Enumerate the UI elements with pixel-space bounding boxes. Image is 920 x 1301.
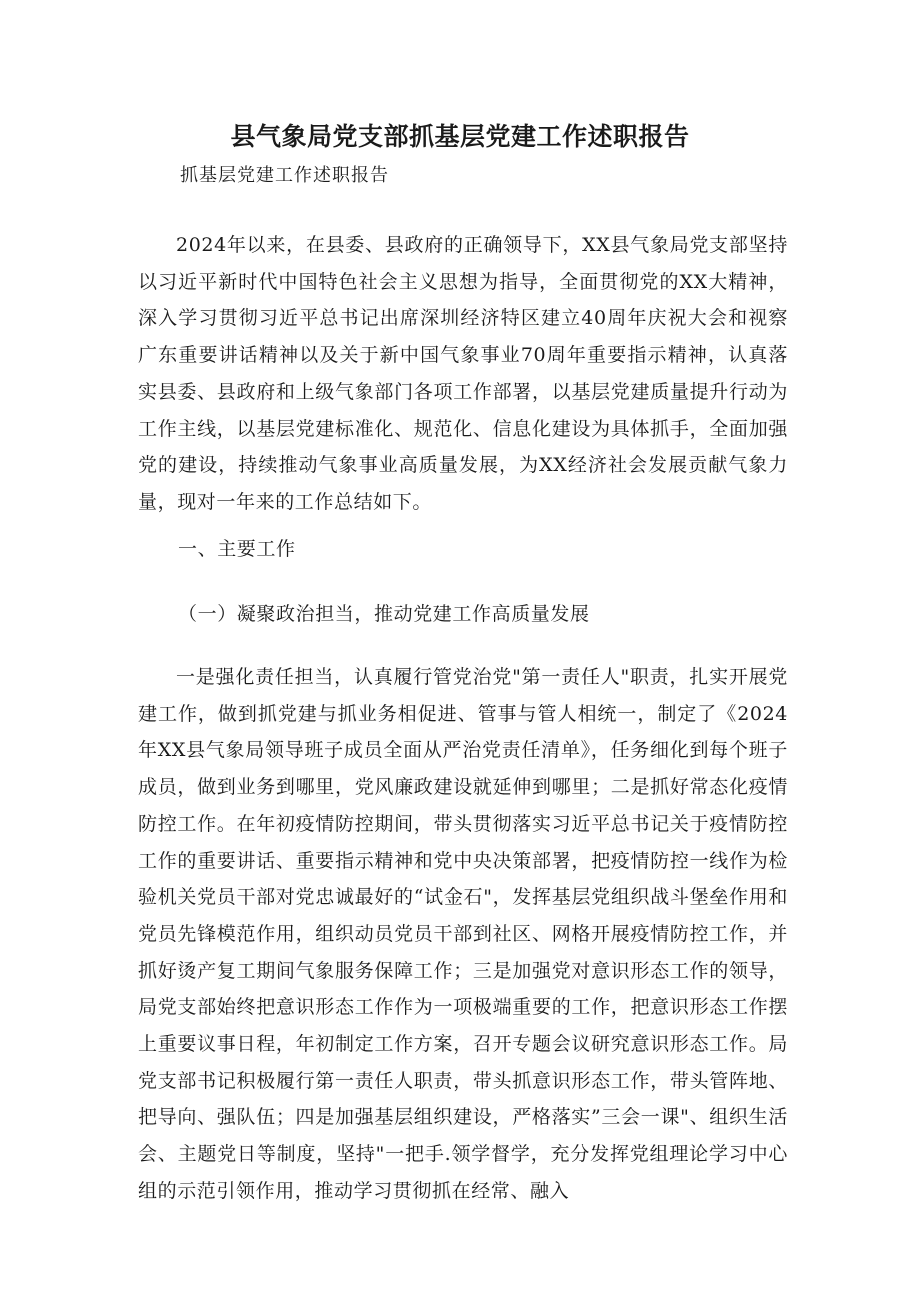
subsection-heading: （一）凝聚政治担当，推动党建工作高质量发展 <box>178 603 590 625</box>
document-title: 县气象局党支部抓基层党建工作述职报告 <box>230 122 690 151</box>
document-subtitle: 抓基层党建工作述职报告 <box>180 165 389 186</box>
intro-paragraph: 2024年以来，在县委、县政府的正确领导下，XX县气象局党支部坚持以习近平新时代中国特色社会主义思想为指导，全面贯彻党的XX大精神，深入学习贯彻习近平总书记出席深圳经济特区建立40周年庆祝大会和视察广东重要讲话精神以及关于新中国气象事业70周年重要指示精神，认真落实县委、县政府和上级气象部门各项工作部署，以基层党建质量提升行动为工作主线，以基层党建标准化、规范化、信息化建设为具体抓手，全面加强党的建设，持续推动气象事业高质量发展，为XX经济社会发展贡献气象力量，现对一年来的工作总结如下。 <box>138 234 788 513</box>
section-heading: 一、主要工作 <box>178 538 296 560</box>
body-paragraph: 一是强化责任担当，认真履行管党治党"第一责任人"职责，扎实开展党建工作，做到抓党建与抓业务相促进、管事与管人相统一，制定了《2024年XX县气象局领导班子成员全面从严治党责任清单》，任务细化到每个班子成员，做到业务到哪里，党风廉政建设就延伸到哪里；二是抓好常态化疫情防控工作。在年初疫情防控期间，带头贯彻落实习近平总书记关于疫情防控工作的重要讲话、重要指示精神和党中央决策部署，把疫情防控一线作为检验机关党员干部对党忠诚最好的“试金石"，发挥基层党组织战斗堡垒作用和党员先锋模范作用，组织动员党员干部到社区、网格开展疫情防控工作，并抓好烫产复工期间气象服务保障工作；三是加强党对意识形态工作的领导，局党支部始终把意识形态工作作为一项极端重要的工作，把意识形态工作摆上重要议事日程，年初制定工作方案，召开专题会议研究意识形态工作。局党支部书记积极履行第一责任人职责，带头抓意识形态工作，带头管阵地、把导向、强队伍；四是加强基层组织建设，严格落实”三会一课"、组织生活会、主题党日等制度，坚持"一把手.领学督学，充分发挥党组理论学习中心组的示范引领作用，推动学习贯彻抓在经常、融入 <box>138 666 788 1202</box>
